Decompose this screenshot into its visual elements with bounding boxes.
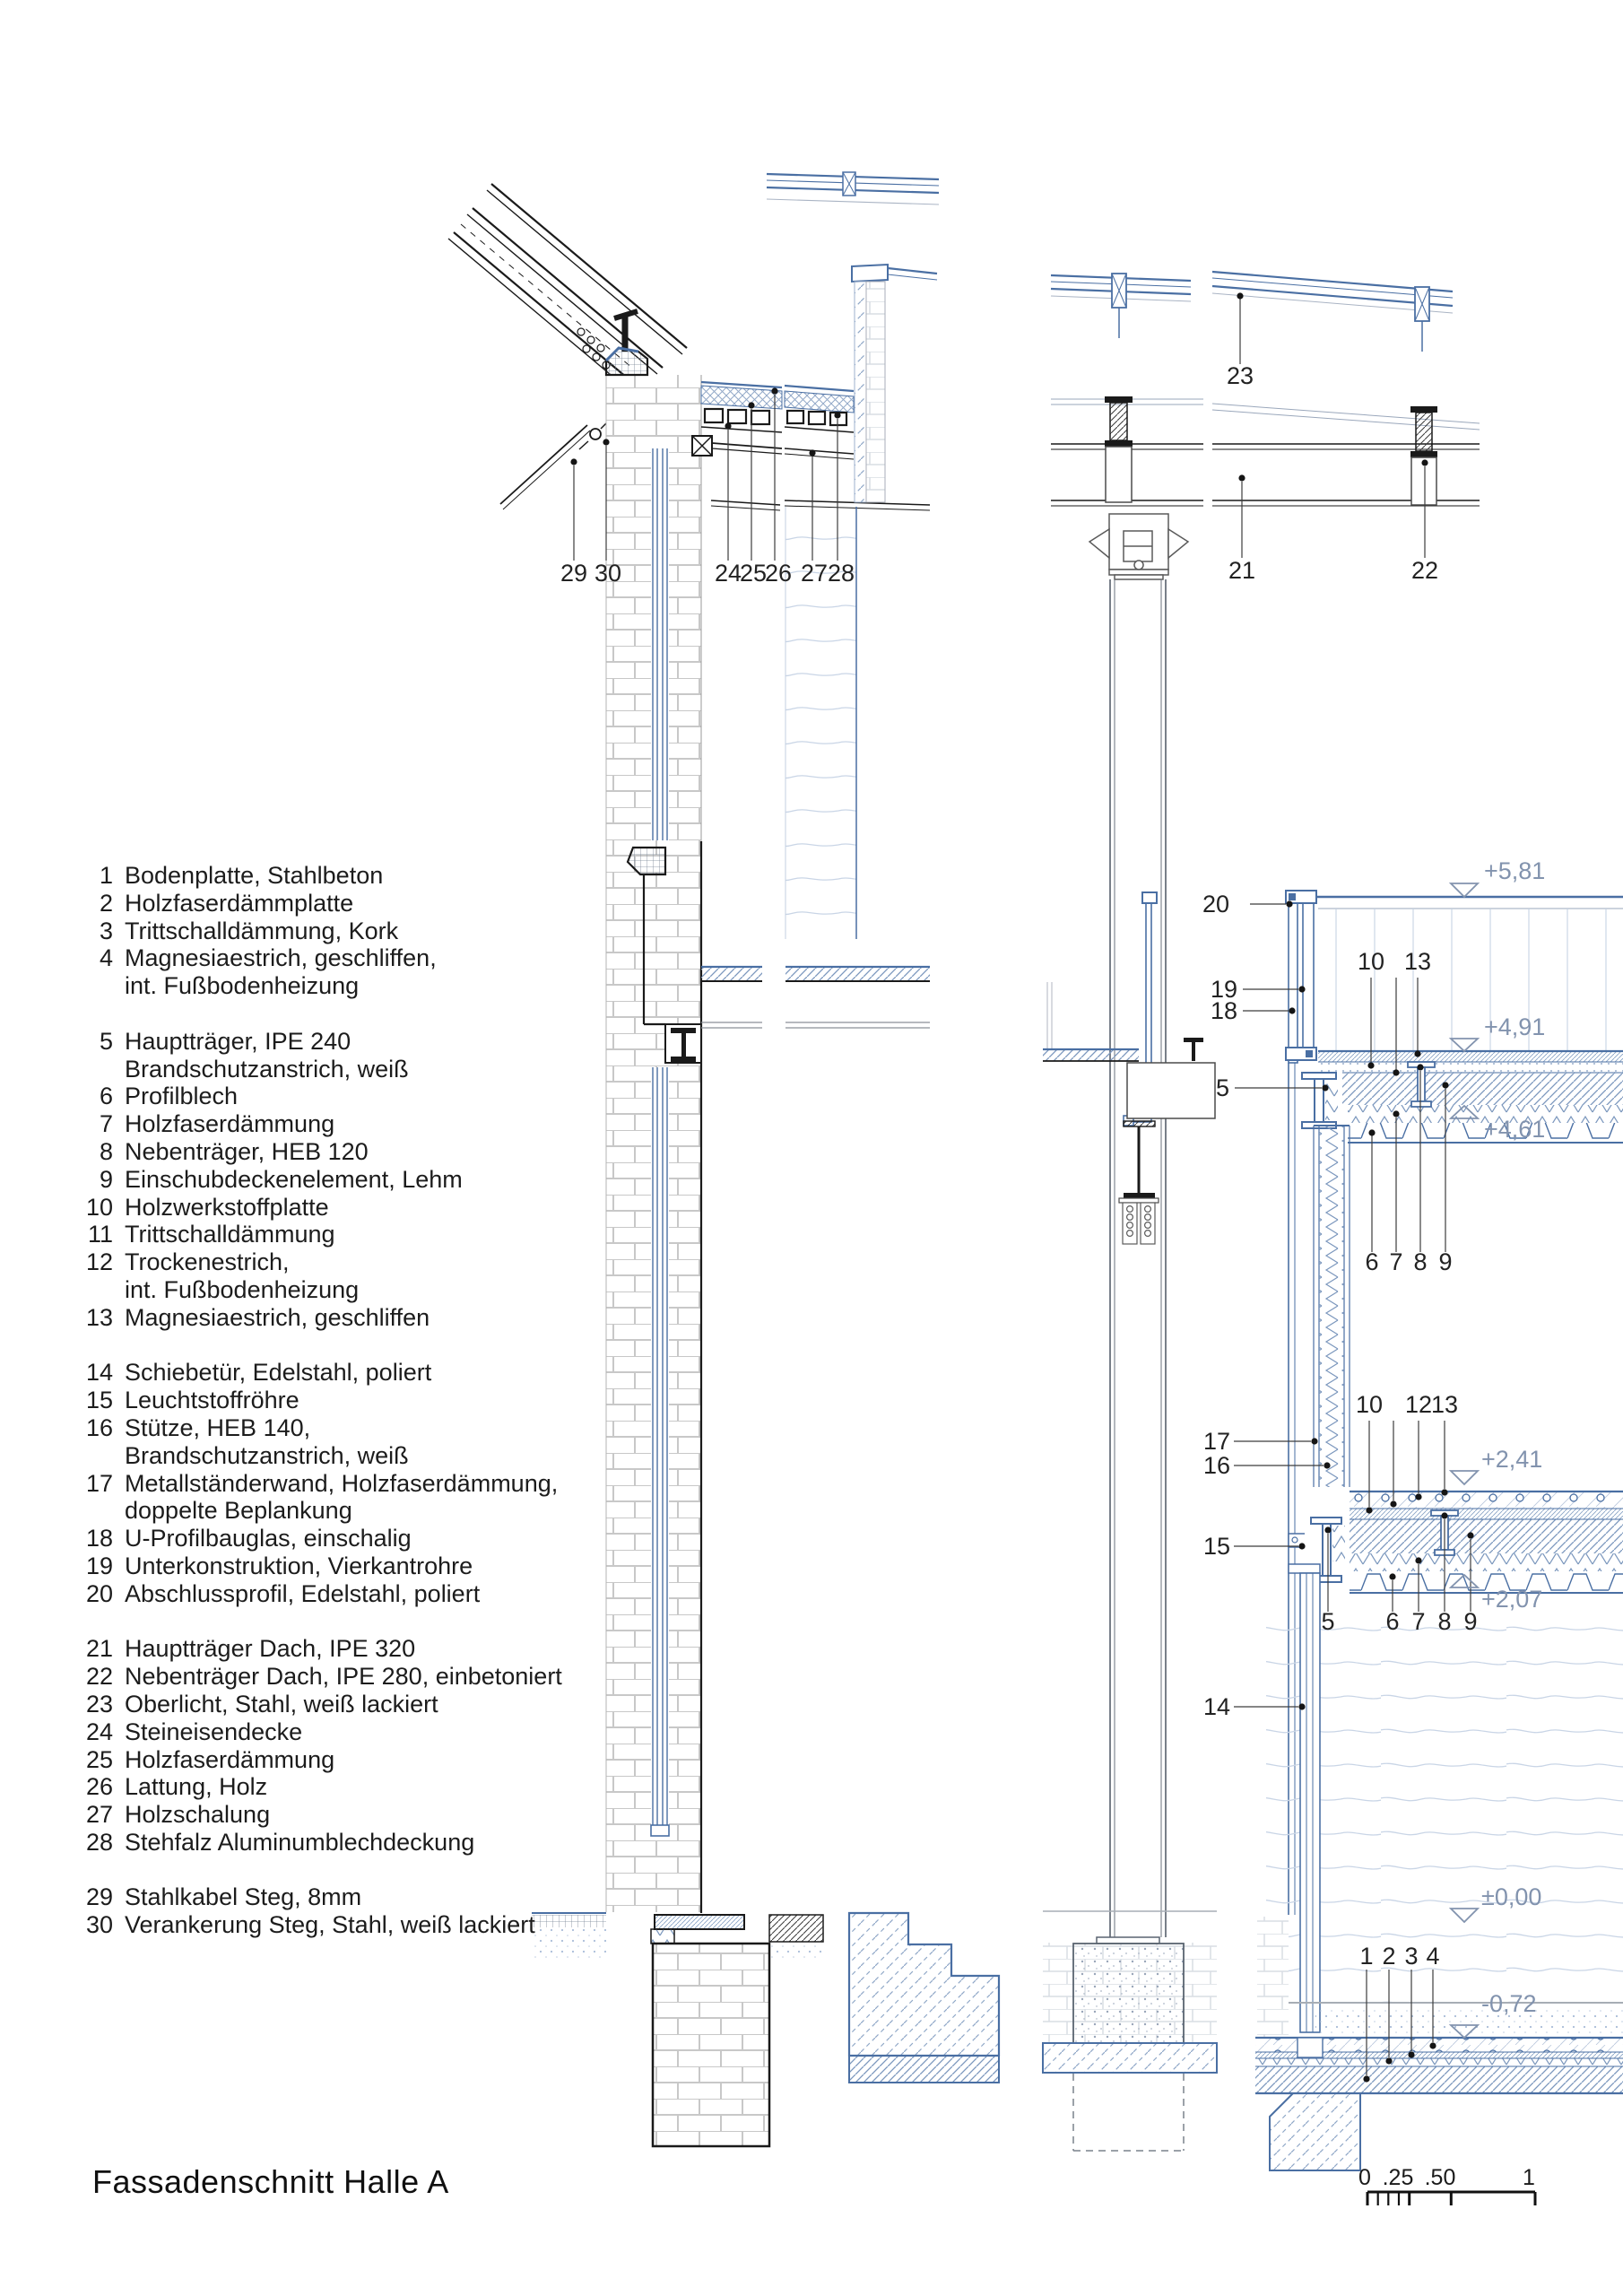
legend-item-number: 7 [99, 1110, 113, 1138]
callout-8-lower: 8 [1437, 1608, 1452, 1635]
legend-item-number [77, 972, 113, 1000]
legend-item-line [77, 918, 562, 945]
legend-item-number: 20 [85, 1579, 113, 1607]
legend-item-line [77, 1221, 562, 1248]
callout-3: 3 [1404, 1943, 1419, 1970]
legend-item-text: Leuchtstoffröhre [125, 1387, 299, 1414]
roof-package-section [692, 382, 782, 510]
metal-stud-wall [1314, 1126, 1350, 1487]
lower-floor-assembly [1305, 1492, 1623, 1593]
elevation-461: +4,61 [1484, 1116, 1546, 1143]
legend-item-line [77, 1138, 562, 1166]
scale-label-1: 1 [1523, 2165, 1535, 2190]
elevation-491: +4,91 [1484, 1013, 1546, 1040]
legend-item-line [77, 1663, 562, 1691]
legend-item-line [77, 1276, 562, 1304]
callout-14: 14 [1202, 1693, 1230, 1720]
legend-item-line [77, 1580, 562, 1608]
legend-item-text: Magnesiaestrich, geschliffen, [125, 944, 437, 972]
callout-23: 23 [1226, 362, 1254, 389]
legend-item-line [77, 1883, 562, 1911]
legend-item-line [77, 1359, 562, 1387]
callout-10-lower: 10 [1355, 1391, 1384, 1418]
callout-5-lower: 5 [1321, 1608, 1335, 1635]
legend-item-text: Nebenträger, HEB 120 [125, 1137, 369, 1165]
callout-1: 1 [1359, 1943, 1374, 1970]
callout-19: 19 [1210, 976, 1237, 1003]
legend-item-number: 25 [85, 1745, 113, 1773]
ipe280-beam-section [1410, 406, 1437, 505]
legend-item-line [77, 1194, 562, 1222]
legend-item-number: 4 [99, 944, 113, 972]
legend-item-text: Trockenestrich, [125, 1248, 290, 1276]
legend-item-number: 29 [85, 1883, 113, 1911]
legend-item-number: 21 [85, 1635, 113, 1663]
scale-label-0: 0 [1358, 2165, 1371, 2190]
legend-item-line [77, 1414, 562, 1442]
legend-group [77, 1028, 562, 1332]
legend-item-text: Stütze, HEB 140, [125, 1413, 311, 1441]
legend-item-line [77, 1056, 562, 1083]
legend-item-number [77, 1056, 113, 1083]
legend-item-line [77, 1166, 562, 1194]
legend-item-number: 10 [85, 1193, 113, 1221]
callout-18: 18 [1210, 997, 1237, 1024]
callout-25: 25 [739, 560, 768, 587]
legend-item-line [77, 1911, 562, 1939]
callout-2: 2 [1382, 1943, 1396, 1970]
legend-group [77, 1883, 562, 1939]
legend-item-text: Holzfaserdämmung [125, 1745, 335, 1773]
legend-item-line [77, 1497, 562, 1525]
legend-item-number: 13 [85, 1303, 113, 1331]
legend-item-text: Unterkonstruktion, Vierkantrohre [125, 1552, 473, 1579]
legend-item-number: 12 [85, 1248, 113, 1276]
legend-item-text: Trittschalldämmung, Kork [125, 917, 399, 944]
legend-item-number: 17 [85, 1469, 113, 1497]
callout-7-upper: 7 [1389, 1248, 1403, 1275]
legend-item-number: 19 [85, 1552, 113, 1579]
legend-item-number [77, 1497, 113, 1525]
callout-13-lower: 13 [1430, 1391, 1459, 1418]
legend-item-number: 6 [99, 1083, 113, 1110]
elevation-207: +2,07 [1481, 1586, 1543, 1613]
legend-item-text: Trittschalldämmung [125, 1221, 335, 1248]
legend-item-line [77, 1718, 562, 1746]
elevation-000: ±0,00 [1481, 1883, 1542, 1910]
legend-item-line [77, 1829, 562, 1857]
legend-item-number: 14 [85, 1359, 113, 1387]
legend-group [77, 1635, 562, 1856]
legend-item-text: U-Profilbauglas, einschalig [125, 1525, 412, 1552]
legend [77, 862, 562, 1967]
legend-item-text: Holzschalung [125, 1801, 271, 1829]
callout-26: 26 [764, 560, 793, 587]
legend-item-text: Brandschutzanstrich, weiß [125, 1055, 409, 1083]
scale-bar [1358, 2165, 1535, 2205]
legend-item-text: Bodenplatte, Stahlbeton [125, 862, 384, 889]
legend-item-text: doppelte Beplankung [125, 1497, 352, 1525]
upper-floor-assembly [1302, 1051, 1623, 1143]
callout-5-upper: 5 [1215, 1074, 1229, 1101]
callout-15: 15 [1202, 1533, 1230, 1560]
callout-29: 29 [560, 560, 588, 587]
legend-item-text: int. Fußbodenheizung [125, 1275, 360, 1303]
callout-27: 27 [800, 560, 829, 587]
steel-column-section [1043, 274, 1217, 2151]
callout-28: 28 [827, 560, 855, 587]
elevation-m072: -0,72 [1481, 1990, 1537, 2017]
callout-30: 30 [594, 560, 622, 587]
legend-item-line [77, 1083, 562, 1110]
legend-item-number: 15 [85, 1387, 113, 1414]
legend-item-text: Brandschutzanstrich, weiß [125, 1441, 409, 1469]
legend-item-text: Stahlkabel Steg, 8mm [125, 1883, 362, 1911]
legend-item-line [77, 890, 562, 918]
callout-8-upper: 8 [1413, 1248, 1428, 1275]
legend-item-text: Holzwerkstoffplatte [125, 1193, 329, 1221]
legend-item-line [77, 1552, 562, 1580]
legend-item-line [77, 1248, 562, 1276]
callout-6-upper: 6 [1365, 1248, 1379, 1275]
legend-item-number: 8 [99, 1137, 113, 1165]
legend-item-number: 24 [85, 1718, 113, 1745]
callout-13-upper: 13 [1403, 948, 1432, 975]
page-title: Fassadenschnitt Halle A [92, 2163, 449, 2200]
legend-item-text: int. Fußbodenheizung [125, 972, 360, 1000]
callout-4: 4 [1426, 1943, 1440, 1970]
legend-item-line [77, 1470, 562, 1498]
legend-item-line [77, 972, 562, 1000]
callout-9-lower: 9 [1463, 1608, 1478, 1635]
legend-item-text: Schiebetür, Edelstahl, poliert [125, 1359, 432, 1387]
callout-6-lower: 6 [1385, 1608, 1400, 1635]
legend-item-number: 16 [85, 1413, 113, 1441]
legend-item-number: 9 [99, 1165, 113, 1193]
callout-22: 22 [1410, 557, 1439, 584]
legend-item-line [77, 1635, 562, 1663]
glass-facade-section [1255, 891, 1623, 2170]
legend-item-text: Lattung, Holz [125, 1773, 268, 1801]
legend-item-text: Einschubdeckenelement, Lehm [125, 1165, 463, 1193]
steel-cable [500, 422, 608, 509]
elevation-581: +5,81 [1484, 857, 1546, 884]
legend-item-number: 27 [85, 1801, 113, 1829]
legend-item-number: 5 [99, 1027, 113, 1055]
callout-21: 21 [1228, 557, 1256, 584]
legend-item-text: Metallständerwand, Holzfaserdämmung, [125, 1469, 559, 1497]
legend-item-number [77, 1276, 113, 1304]
legend-item-line [77, 1110, 562, 1138]
scale-label-50: .50 [1424, 2165, 1456, 2190]
legend-item-text: Oberlicht, Stahl, weiß lackiert [125, 1690, 438, 1718]
legend-item-line [77, 1746, 562, 1774]
legend-item-line [77, 1525, 562, 1552]
legend-item-number: 28 [85, 1828, 113, 1856]
legend-item-line [77, 1387, 562, 1414]
legend-item-number: 11 [87, 1221, 113, 1248]
callout-24: 24 [714, 560, 742, 587]
legend-item-number: 23 [85, 1690, 113, 1718]
parapet-and-glass-strip [764, 172, 999, 2083]
masonry-wall-section [532, 348, 823, 2146]
legend-item-number: 3 [99, 917, 113, 944]
callout-9-upper: 9 [1438, 1248, 1453, 1275]
legend-item-text: Holzfaserdämmung [125, 1110, 335, 1138]
legend-item-line [77, 1801, 562, 1829]
legend-item-number: 18 [85, 1525, 113, 1552]
legend-group [77, 862, 562, 1000]
legend-item-text: Magnesiaestrich, geschliffen [125, 1303, 430, 1331]
legend-item-line [77, 1691, 562, 1718]
legend-item-text: Hauptträger Dach, IPE 320 [125, 1635, 416, 1663]
callout-7-lower: 7 [1411, 1608, 1426, 1635]
legend-item-line [77, 1442, 562, 1470]
callout-10-upper: 10 [1357, 948, 1385, 975]
legend-item-text: Holzfaserdämmplatte [125, 889, 354, 917]
wall-foundation [532, 1913, 823, 2146]
legend-item-text: Steineisendecke [125, 1718, 303, 1745]
legend-item-line [77, 1304, 562, 1332]
legend-item-line [77, 1028, 562, 1056]
legend-item-text: Abschlussprofil, Edelstahl, poliert [125, 1579, 481, 1607]
callout-16: 16 [1202, 1452, 1230, 1479]
ground-slab-assembly [1255, 2038, 1623, 2170]
legend-item-line [77, 944, 562, 972]
ipe320-beam-section [1105, 396, 1133, 502]
legend-item-number [77, 1442, 113, 1470]
legend-item-number: 22 [85, 1663, 113, 1691]
legend-item-text: Verankerung Steg, Stahl, weiß lackiert [125, 1911, 535, 1939]
legend-item-text: Nebenträger Dach, IPE 280, einbetoniert [125, 1663, 562, 1691]
legend-group [77, 1359, 562, 1607]
legend-item-text: Hauptträger, IPE 240 [125, 1027, 352, 1055]
callout-20: 20 [1202, 891, 1229, 918]
legend-item-line [77, 862, 562, 890]
callout-17: 17 [1202, 1428, 1230, 1455]
legend-item-number: 1 [99, 862, 113, 889]
legend-item-number: 26 [85, 1773, 113, 1801]
legend-item-text: Profilblech [125, 1083, 239, 1110]
scale-label-25: .25 [1382, 2165, 1414, 2190]
legend-item-line [77, 1773, 562, 1801]
elevation-241: +2,41 [1481, 1446, 1543, 1473]
legend-item-number: 2 [99, 889, 113, 917]
callout-12-lower: 12 [1404, 1391, 1433, 1418]
legend-item-text: Stehfalz Aluminumblechdeckung [125, 1828, 475, 1856]
legend-item-number: 30 [85, 1911, 113, 1939]
